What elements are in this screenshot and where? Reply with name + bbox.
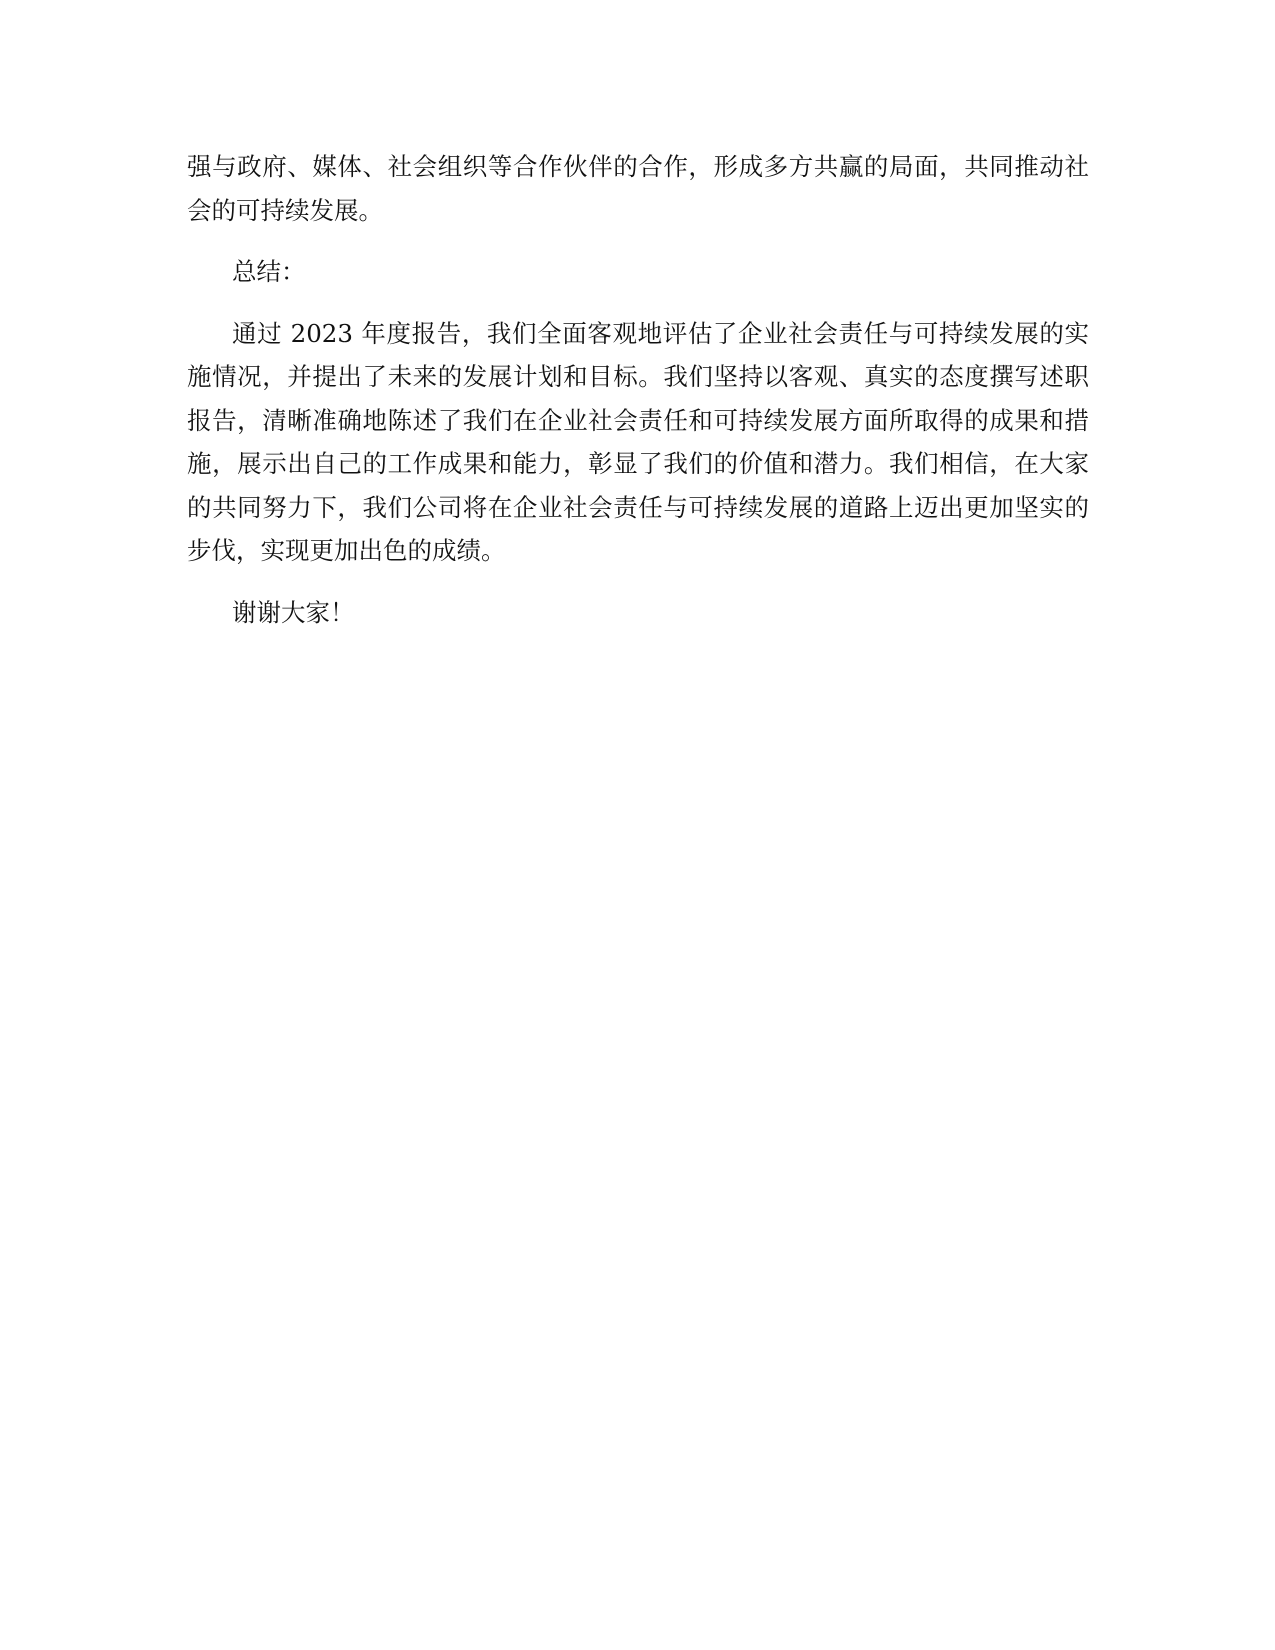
summary-paragraph: 通过 2023 年度报告，我们全面客观地评估了企业社会责任与可持续发展的实施情况，并提出了未来的发展计划和目标。我们坚持以客观、真实的态度撰写述职报告，清晰准确地陈述了我们在企业社会责任和可持续发展方面所取得的成果和措施，展示出自己的工作成果和能力，彰显了我们的价值和潜力。我们相信，在大家的共同努力下，我们公司将在企业社会责任与可持续发展的道路上迈出更加坚实的步伐，实现更加出色的成绩。 bbox=[187, 318, 1089, 565]
document-body bbox=[187, 145, 1089, 652]
paragraph-continuation: 强与政府、媒体、社会组织等合作伙伴的合作，形成多方共赢的局面，共同推动社会的可持续发展。 bbox=[187, 152, 1089, 225]
summary-heading: 总结： bbox=[232, 257, 306, 286]
closing-thanks: 谢谢大家！ bbox=[232, 597, 355, 627]
